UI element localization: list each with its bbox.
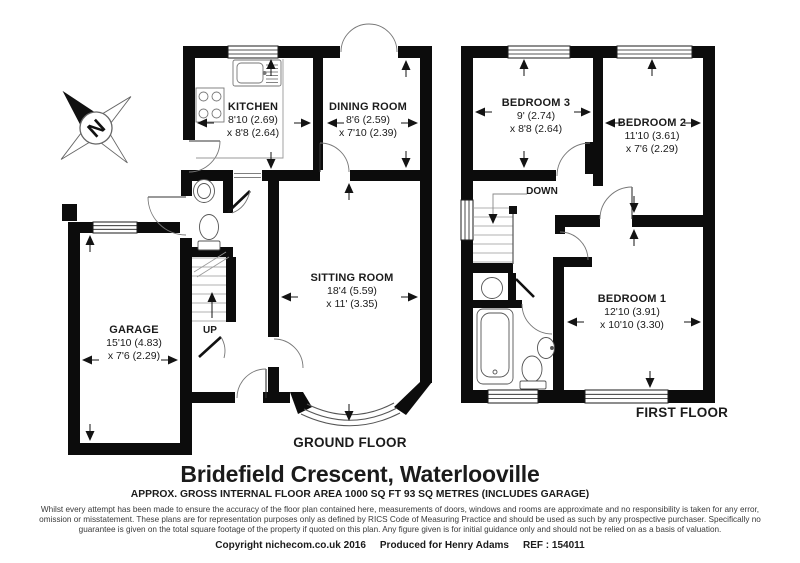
page-subtitle: APPROX. GROSS INTERNAL FLOOR AREA 1000 SQ FT 93 SQ METRES (INCLUDES GARAGE)	[130, 489, 590, 500]
wc-toilet	[198, 215, 220, 251]
room-label-bedroom2: BEDROOM 2 11'10 (3.61) x 7'6 (2.29)	[617, 117, 687, 155]
room-label-kitchen: KITCHEN 8'10 (2.69) x 8'8 (2.64)	[226, 101, 280, 139]
room-label-garage: GARAGE 15'10 (4.83) x 7'6 (2.29)	[106, 324, 162, 362]
bathroom-door	[522, 304, 552, 334]
bedroom3-window	[508, 46, 570, 58]
bathroom-toilet	[520, 356, 546, 389]
kitchen-hob	[196, 88, 224, 122]
kitchen-window	[228, 46, 278, 58]
first-floor-stairs	[473, 194, 527, 264]
up-arrow	[208, 292, 217, 302]
room-label-dining-room: DINING ROOM 8'6 (2.59) x 7'10 (2.39)	[329, 101, 407, 139]
french-doors	[341, 24, 397, 52]
bathroom-window	[488, 390, 538, 403]
front-door	[237, 369, 266, 398]
disclaimer-line-1: Whilst every attempt has been made to ensure the accuracy of the floor plan contained here, measurements of doors, windows and rooms are approximate and no responsibility is taken for any error,	[40, 505, 760, 514]
page-title: Bridefield Crescent, Waterlooville	[180, 461, 540, 487]
down-label: DOWN	[526, 186, 558, 197]
ground-floor-stairs	[192, 252, 229, 321]
room-label-bedroom3: BEDROOM 3 9' (2.74) x 8'8 (2.64)	[501, 97, 571, 135]
down-arrow	[489, 214, 498, 224]
compass-north-letter: N	[83, 115, 111, 143]
stair-newel	[509, 206, 517, 214]
landing-window	[461, 200, 473, 240]
kitchen-door	[189, 141, 220, 172]
first-floor-label: FIRST FLOOR	[635, 405, 729, 420]
first-floor-plan	[461, 46, 715, 403]
bathroom-basin-top	[482, 278, 503, 299]
up-label: UP	[203, 325, 217, 336]
kitchen-sink	[233, 60, 281, 86]
bedroom2-door	[600, 187, 632, 219]
wc-first-door	[516, 279, 534, 297]
disclaimer-line-2: omission or misstatement. These plans are for representation purposes only as defined by RICS Code of Measuring Practice and should be used as such by any prospective purchaser. Specifically no	[39, 515, 761, 525]
disclaimer-text	[39, 505, 761, 536]
bath	[477, 309, 513, 384]
room-label-bedroom1: BEDROOM 1 12'10 (3.91) x 10'10 (3.30)	[597, 293, 667, 331]
ref-number: REF : 154011	[523, 540, 585, 551]
copyright-text: Copyright nichecom.co.uk 2016	[215, 540, 366, 551]
bathroom-sink	[538, 338, 555, 359]
disclaimer-line-3: guarantee is given on the total square footage of the property if quoted on this plan. Any figure given is for initial guidance only and should not be relied on as a basis of valuation.	[78, 525, 722, 535]
bedroom2-window	[617, 46, 692, 58]
wc-basin	[194, 180, 215, 203]
hall-to-sitting-door	[274, 339, 303, 368]
ground-floor-label: GROUND FLOOR	[293, 435, 407, 450]
garage-window	[93, 222, 137, 233]
stairs-door	[199, 337, 225, 358]
bedroom1-window	[585, 390, 668, 403]
ground-floor-plan	[62, 24, 432, 455]
compass-rose	[28, 59, 163, 194]
copyright-line	[208, 540, 591, 551]
room-label-sitting-room: SITTING ROOM 18'4 (5.59) x 11' (3.35)	[310, 272, 394, 310]
bedroom1-door	[560, 232, 588, 260]
dining-to-sitting-door	[320, 143, 349, 172]
produced-for-text: Produced for Henry Adams	[379, 540, 509, 551]
cased-opening	[234, 174, 261, 178]
